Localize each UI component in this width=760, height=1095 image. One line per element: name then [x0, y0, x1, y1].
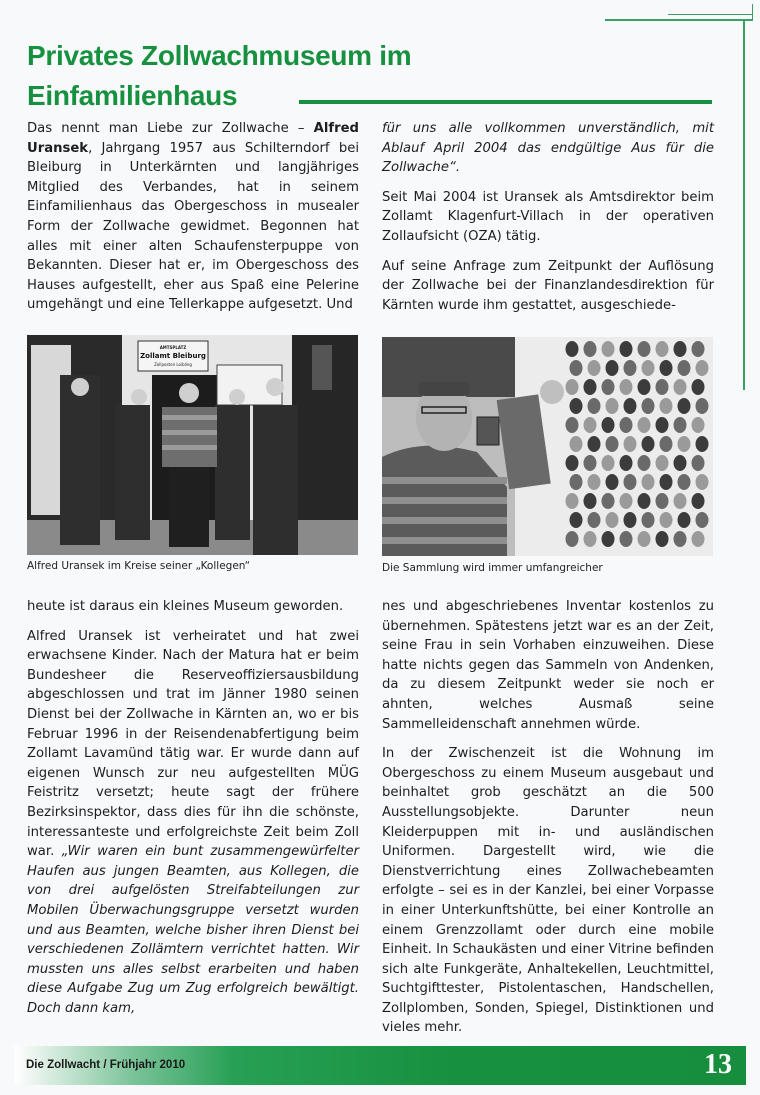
person-name: Alfred Uransek	[27, 121, 359, 156]
patch-badge	[620, 493, 633, 509]
patch-badge	[588, 474, 601, 490]
patch-badge	[584, 493, 597, 509]
patch-badge	[566, 531, 579, 547]
patch-badge	[584, 531, 597, 547]
patch-badge	[642, 436, 655, 452]
patch-badge	[602, 493, 615, 509]
paragraph: Seit Mai 2004 ist Uransek als Amtsdirektor beim Zollamt Klagenfurt-Villach in der operativen Zollaufsicht (OZA) tätig.	[382, 189, 714, 244]
patch-badge	[620, 417, 633, 433]
patch-badge	[570, 436, 583, 452]
patch-badge	[588, 436, 601, 452]
paragraph: Das nennt man Liebe zur Zollwache – Alfred Uransek, Jahrgang 1957 aus Schilterndorf bei Bleiburg in Unterkärnten und langjähriges Mitglied des Verbandes, hat in seinem Einfamilienhaus das Obergeschoss in musealer Form der Zollwache gewidmet. Begonnen hat alles mit einer alten Schaufensterpuppe von Bekannten. Dieser hat er, im Obergeschoss des Hauses aufgestellt, eher aus Spaß eine Pelerine umgehängt und eine Tellerkappe aufgesetzt. Und	[27, 121, 359, 313]
sign-text: Zollposten Loibling	[154, 362, 192, 367]
patch-badge	[570, 398, 583, 414]
quote-paragraph: für uns alle vollkommen unverständlich, mit Ablauf April 2004 das endgültige Aus für die Zollwache“.	[382, 121, 714, 176]
column-1-top	[27, 119, 359, 325]
patch-badge	[696, 360, 709, 376]
patch-badge	[674, 493, 687, 509]
patch-badge	[638, 341, 651, 357]
patch-badge	[674, 379, 687, 395]
publication-name: Die Zollwacht / Frühjahr 2010	[26, 1059, 186, 1071]
paragraph: nes und abgeschriebenes Inventar kostenlos zu übernehmen. Spätestens jetzt war es an der Zeit, seine Frau in sein Vorhaben einzuweihen. Diese hatte nichts gegen das Sammeln von Andenken, da zu diesem Zeitpunkt weder sie noch er ahnten, welches Ausmaß seine Sammelleidenschaft annehmen würde.	[382, 599, 714, 732]
patch-badge	[602, 341, 615, 357]
patch-badge	[660, 512, 673, 528]
patch-badge	[606, 474, 619, 490]
patch-badge	[584, 379, 597, 395]
patch-badge	[638, 493, 651, 509]
patch-badge	[656, 493, 669, 509]
patch-badge	[678, 360, 691, 376]
patch-badge	[584, 341, 597, 357]
corner-decoration-line	[668, 14, 752, 15]
patch-badge	[674, 341, 687, 357]
sign-text: AMTSPLATZ	[159, 345, 187, 350]
patch-badge	[656, 379, 669, 395]
patch-badge	[674, 531, 687, 547]
patch-badge	[602, 531, 615, 547]
patch-badge	[584, 455, 597, 471]
patch-badge	[678, 474, 691, 490]
patch-badge	[660, 360, 673, 376]
patch-badge	[588, 360, 601, 376]
patch-badge	[642, 360, 655, 376]
paragraph: heute ist daraus ein kleines Museum geworden.	[27, 599, 344, 614]
patch-badge	[606, 398, 619, 414]
patch-badge	[570, 360, 583, 376]
patch-badge	[678, 436, 691, 452]
patch-badge	[696, 398, 709, 414]
patch-badge	[606, 436, 619, 452]
patch-badge	[602, 417, 615, 433]
patch-badge	[642, 512, 655, 528]
patch-badge	[620, 379, 633, 395]
patch-badge	[656, 417, 669, 433]
patch-badge	[624, 360, 637, 376]
patch-badge	[692, 417, 705, 433]
column-1-bottom	[27, 597, 359, 1028]
photo-collection	[382, 337, 713, 556]
patch-badge	[566, 455, 579, 471]
patch-badge	[566, 493, 579, 509]
patch-badge	[624, 398, 637, 414]
sign-text: Zollamt Bleiburg	[140, 352, 206, 360]
patch-badge	[678, 398, 691, 414]
photo-caption: Die Sammlung wird immer umfangreicher	[382, 562, 603, 574]
patch-badge	[602, 379, 615, 395]
patch-badge	[660, 474, 673, 490]
patch-badge	[588, 512, 601, 528]
patch-badge	[692, 531, 705, 547]
column-2-top	[382, 119, 714, 325]
patch-badge	[584, 417, 597, 433]
patch-badge	[606, 512, 619, 528]
patch-badge	[570, 512, 583, 528]
patch-badge	[656, 341, 669, 357]
patch-badge	[638, 379, 651, 395]
patch-badge	[642, 398, 655, 414]
patch-badge	[696, 436, 709, 452]
column-2-bottom	[382, 597, 714, 1048]
patch-badge	[570, 474, 583, 490]
patch-badge	[678, 512, 691, 528]
patch-badge	[566, 417, 579, 433]
corner-decoration-line	[605, 19, 752, 21]
corner-decoration-line	[743, 19, 745, 390]
patch-badge	[638, 455, 651, 471]
quote: „Wir waren ein bunt zusammengewürfelter Haufen aus jungen Beamten, aus Kollegen, die von drei aufgelösten Streifabteilungen zur Mobilen Überwachungsgruppe versetzt wurden und aus Beamten, welche bisher ihren Dienst bei verschiedenen Zollämtern verrichtet hatten. Wir mussten uns alles selbst erarbeiten und haben diese Aufgabe Zug um Zug erfolgreich bewältigt. Doch dann kam,	[27, 844, 359, 1016]
patch-badge	[696, 474, 709, 490]
patch-badge	[566, 341, 579, 357]
patch-badge	[660, 436, 673, 452]
photo-caption: Alfred Uransek im Kreise seiner „Kollegen“	[27, 560, 251, 572]
patch-badge	[692, 379, 705, 395]
title-line-2: Einfamilienhaus	[27, 80, 238, 111]
patch-badge	[638, 417, 651, 433]
patch-badge	[656, 455, 669, 471]
patch-badge	[602, 455, 615, 471]
patch-badge	[624, 512, 637, 528]
patch-badge	[606, 360, 619, 376]
patch-badge	[624, 474, 637, 490]
corner-decoration-line	[752, 4, 753, 21]
patch-badge	[642, 474, 655, 490]
photo-mannequins	[27, 335, 358, 555]
patch-badge	[620, 341, 633, 357]
patch-badge	[692, 493, 705, 509]
page-number: 13	[704, 1049, 732, 1080]
photo-collection-image	[382, 337, 713, 556]
patch-badge	[620, 531, 633, 547]
patch-badge	[674, 455, 687, 471]
paragraph: In der Zwischenzeit ist die Wohnung im Obergeschoss zu einem Museum ausgebaut und beinhaltet grob geschätzt an die 500 Ausstellungsobjekte. Darunter neun Kleiderpuppen mit in- und ausländischen Uniformen. Dargestellt wird, wie die Dienstverrichtung eines Zollwachebeamten erfolgte – sei es in der Kanzlei, bei einer Vorpasse in einer Unterkunftshütte, bei einer Kontrolle an einem Grenzzollamt oder durch eine mobile Einheit. In Schaukästen und einer Vitrine befinden sich alte Funkgeräte, Anhaltekellen, Leuchtmittel, Suchtgifttester, Pistolentaschen, Handschellen, Zollplomben, Sonden, Spiegel, Distinktionen und vieles mehr.	[382, 746, 714, 1036]
article-title	[27, 36, 411, 116]
title-line-1: Privates Zollwachmuseum im	[27, 40, 412, 71]
photo-mannequins-image	[27, 335, 358, 555]
patch-badge	[674, 417, 687, 433]
page-footer	[14, 1046, 746, 1085]
patch-badge	[620, 455, 633, 471]
patch-badge	[638, 531, 651, 547]
patch-badge	[566, 379, 579, 395]
paragraph: Auf seine Anfrage zum Zeitpunkt der Auflösung der Zollwache bei der Finanzlandesdirektion für Kärnten wurde ihm gestattet, ausgeschiede-	[382, 258, 714, 313]
title-underline	[299, 100, 712, 104]
patch-badge	[624, 436, 637, 452]
paragraph: Alfred Uransek ist verheiratet und hat zwei erwachsene Kinder. Nach der Matura hat er beim Bundesheer die Reserveoffiziersausbildung abgeschlossen und trat im Jänner 1980 seinen Dienst bei der Zollwache in Kärnten an, wo er bis Februar 1996 in der Reisendenabfertigung beim Zollamt Lavamünd tätig war. Er wurde dann auf eigenen Wunsch zur neu aufgestellten MÜG Feistritz versetzt; heute sagt der frühere Bezirksinspektor, dass dies für ihn die schönste, interessanteste und erfolgreichste Zeit beim Zoll war. „Wir waren ein bunt zusammengewürfelter Haufen aus jungen Beamten, aus Kollegen, die von drei aufgelösten Streifabteilungen zur Mobilen Überwachungsgruppe versetzt wurden und aus Beamten, welche bisher ihren Dienst bei verschiedenen Zollämtern verrichtet hatten. Wir mussten uns alles selbst erarbeiten und haben diese Aufgabe Zug um Zug erfolgreich bewältigt. Doch dann kam,	[27, 628, 359, 1016]
patch-badge	[696, 512, 709, 528]
patch-badge	[692, 341, 705, 357]
patch-badge	[660, 398, 673, 414]
patch-badge	[692, 455, 705, 471]
patch-badge	[656, 531, 669, 547]
patch-badge	[588, 398, 601, 414]
